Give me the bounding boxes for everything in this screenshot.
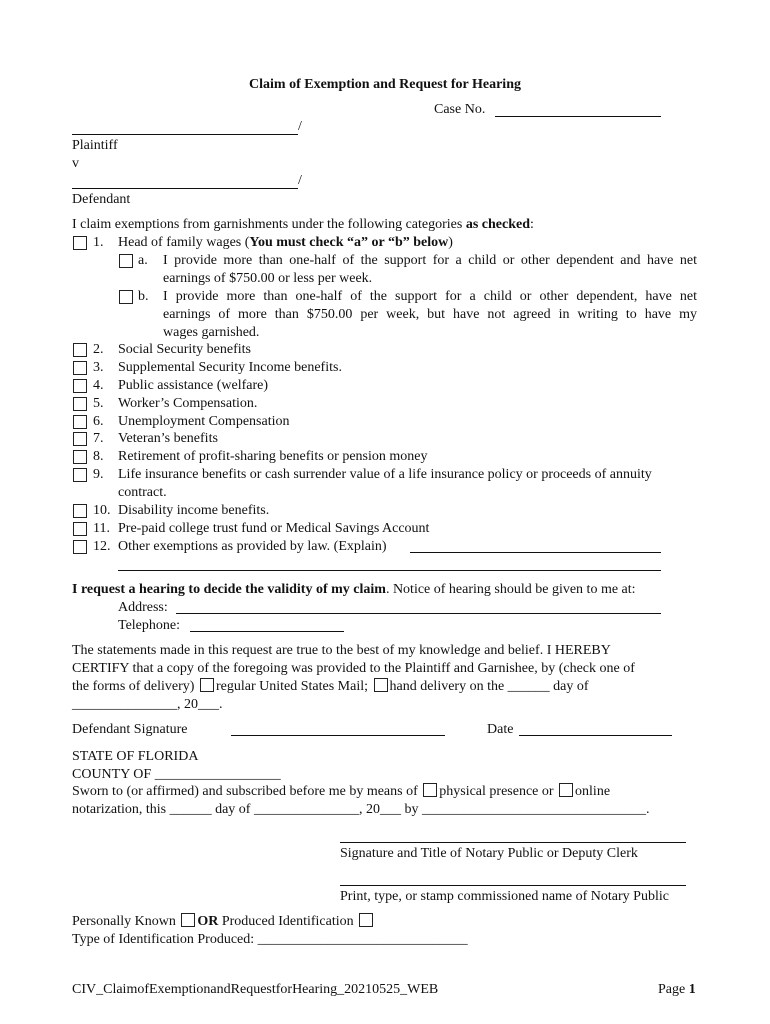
case-no-label: Case No. [434, 102, 486, 117]
item-1-after: ) [448, 235, 453, 250]
page-label: Page [658, 982, 686, 997]
identification-line [72, 913, 375, 931]
sworn-line [72, 783, 610, 801]
item-1-label [118, 234, 453, 252]
certify-line-2: CERTIFY that a copy of the foregoing was provided to the Plaintiff and Garnishee, by (check one of [72, 661, 635, 676]
item-6-number: 6. [93, 414, 104, 429]
checkbox-item-4[interactable] [73, 379, 87, 393]
explain-field-line-1[interactable] [410, 552, 661, 553]
plaintiff-name-field[interactable] [72, 134, 298, 135]
item-1a-line2: earnings of $750.00 or less per week. [163, 271, 373, 286]
checkbox-item-8[interactable] [73, 450, 87, 464]
checkbox-item-6[interactable] [73, 415, 87, 429]
item-1a-line1: I provide more than one-half of the support for a child or other dependent and have net [163, 253, 697, 268]
checkbox-item-9[interactable] [73, 468, 87, 482]
item-11-number: 11. [93, 521, 110, 536]
state-label: STATE OF FLORIDA [72, 749, 199, 764]
plaintiff-slash: / [298, 119, 302, 134]
item-1b-letter: b. [138, 289, 149, 304]
notary-print-name-label: Print, type, or stamp commissioned name of Notary Public [340, 889, 669, 904]
defendant-name-field[interactable] [72, 188, 298, 189]
checkbox-item-1a[interactable] [119, 254, 133, 268]
defendant-signature-label: Defendant Signature [72, 722, 188, 737]
item-9-label: Life insurance benefits or cash surrender value of a life insurance policy or proceeds of annuity [118, 467, 652, 482]
intro-bold: as checked [465, 217, 531, 232]
defendant-signature-field[interactable] [231, 735, 445, 736]
item-11-label: Pre-paid college trust fund or Medical Savings Account [118, 521, 430, 536]
hearing-text: . Notice of hearing should be given to me at: [385, 582, 636, 597]
hearing-request [72, 581, 636, 599]
us-mail-label: regular United States Mail; [215, 679, 368, 694]
item-3-label: Supplemental Security Income benefits. [118, 360, 342, 375]
online-label: online [575, 784, 611, 799]
item-2-label: Social Security benefits [118, 342, 251, 357]
footer-document-id: CIV_ClaimofExemptionandRequestforHearing_20210525_WEB [72, 982, 439, 997]
checkbox-item-11[interactable] [73, 522, 87, 536]
checkbox-item-2[interactable] [73, 343, 87, 357]
checkbox-item-10[interactable] [73, 504, 87, 518]
item-1a-letter: a. [138, 253, 148, 268]
checkbox-produced-id[interactable] [359, 913, 373, 927]
notary-signature-field[interactable] [340, 842, 686, 843]
item-9-continuation: contract. [118, 485, 167, 500]
item-1b-line2: earnings of more than $750.00 per week, but have not agreed in writing to have my [163, 307, 697, 322]
exemptions-intro [72, 216, 534, 234]
item-5-number: 5. [93, 396, 104, 411]
item-8-number: 8. [93, 449, 104, 464]
notarization-line: notarization, this ______ day of _______________, 20___ by ________________________________. [72, 802, 650, 817]
hand-delivery-label: hand delivery on the ______ day of [389, 679, 589, 694]
item-4-number: 4. [93, 378, 104, 393]
plaintiff-label: Plaintiff [72, 138, 118, 153]
item-1b-line1: I provide more than one-half of the support for a child or other dependent, have net [163, 289, 697, 304]
footer-page-number [658, 981, 696, 999]
personally-known-label: Personally Known [72, 914, 176, 929]
item-9-number: 9. [93, 467, 104, 482]
checkbox-online[interactable] [559, 783, 573, 797]
item-6-label: Unemployment Compensation [118, 414, 290, 429]
notary-print-name-field[interactable] [340, 885, 686, 886]
item-1-bold: You must check “a” or “b” below [249, 235, 449, 250]
intro-text: I claim exemptions from garnishments under the following categories [72, 217, 466, 232]
document-title: Claim of Exemption and Request for Hearing [249, 77, 521, 92]
versus-label: v [72, 156, 79, 171]
case-no-field[interactable] [495, 116, 661, 117]
type-of-id-line: Type of Identification Produced: ______________________________ [72, 932, 468, 947]
checkbox-us-mail[interactable] [200, 678, 214, 692]
checkbox-physical-presence[interactable] [423, 783, 437, 797]
item-1-number: 1. [93, 235, 104, 250]
item-1-text: Head of family wages ( [118, 235, 250, 250]
item-12-label: Other exemptions as provided by law. (Explain) [118, 539, 387, 554]
page-number: 1 [688, 982, 696, 997]
item-10-label: Disability income benefits. [118, 503, 270, 518]
physical-presence-label: physical presence or [439, 784, 554, 799]
item-2-number: 2. [93, 342, 104, 357]
explain-field-line-2[interactable] [118, 570, 661, 571]
certify-line-1: The statements made in this request are true to the best of my knowledge and belief. I HEREBY [72, 643, 611, 658]
item-1b-line3: wages garnished. [163, 325, 260, 340]
or-label: OR [197, 914, 219, 929]
notary-signature-title-label: Signature and Title of Notary Public or Deputy Clerk [340, 846, 638, 861]
address-label: Address: [118, 600, 168, 615]
item-8-label: Retirement of profit-sharing benefits or pension money [118, 449, 428, 464]
hearing-bold: I request a hearing to decide the validity of my claim [72, 582, 386, 597]
date-label: Date [487, 722, 514, 737]
produced-id-label: Produced Identification [221, 914, 354, 929]
defendant-label: Defendant [72, 192, 131, 207]
certify-date-line: _______________, 20___. [72, 697, 223, 712]
checkbox-item-1b[interactable] [119, 290, 133, 304]
date-field[interactable] [519, 735, 672, 736]
checkbox-item-12[interactable] [73, 540, 87, 554]
certify-line-3 [72, 678, 589, 696]
item-7-number: 7. [93, 431, 104, 446]
county-label: COUNTY OF __________________ [72, 767, 281, 782]
checkbox-item-3[interactable] [73, 361, 87, 375]
telephone-label: Telephone: [118, 618, 180, 633]
telephone-field[interactable] [190, 631, 344, 632]
item-5-label: Worker’s Compensation. [118, 396, 258, 411]
checkbox-hand-delivery[interactable] [374, 678, 388, 692]
intro-end: : [530, 217, 534, 232]
certify-forms-text: the forms of delivery) [72, 679, 195, 694]
checkbox-item-5[interactable] [73, 397, 87, 411]
item-3-number: 3. [93, 360, 104, 375]
sworn-text: Sworn to (or affirmed) and subscribed before me by means of [72, 784, 418, 799]
item-12-number: 12. [93, 539, 111, 554]
defendant-slash: / [298, 173, 302, 188]
item-10-number: 10. [93, 503, 111, 518]
address-field[interactable] [176, 613, 661, 614]
checkbox-personally-known[interactable] [181, 913, 195, 927]
checkbox-item-1[interactable] [73, 236, 87, 250]
item-7-label: Veteran’s benefits [118, 431, 218, 446]
item-4-label: Public assistance (welfare) [118, 378, 269, 393]
checkbox-item-7[interactable] [73, 432, 87, 446]
